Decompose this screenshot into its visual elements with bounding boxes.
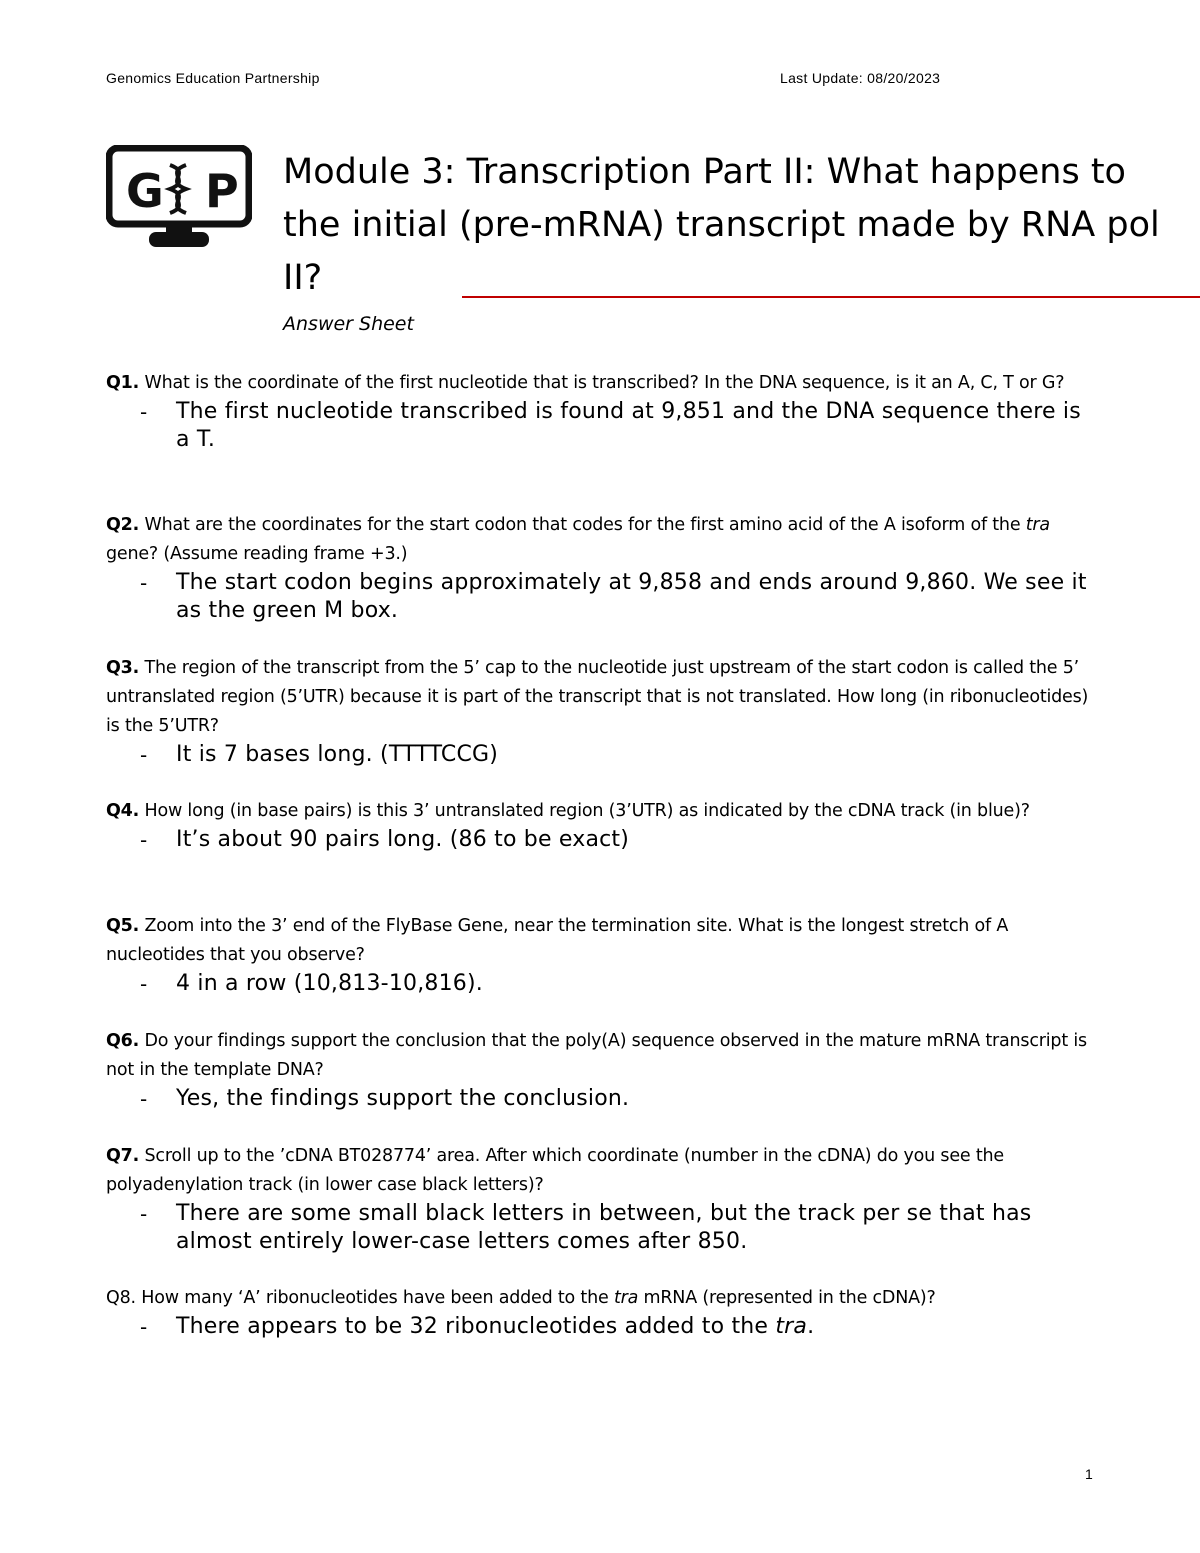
question-block-6	[106, 1027, 1096, 1113]
question-2: Q2. What are the coordinates for the start codon that codes for the first amino acid of the A isoform of the tra gene? (Assume reading frame +3.)	[106, 515, 1050, 564]
page-number: 1	[1085, 1466, 1093, 1482]
question-block-2	[106, 511, 1096, 625]
question-block-3	[106, 654, 1096, 769]
svg-text:G: G	[126, 164, 164, 218]
question-3: Q3. The region of the transcript from the 5’ cap to the nucleotide just upstream of the start codon is called the 5’ untranslated region (5’UTR) because it is part of the transcript that is not translated. How long (in ribonucleotides) is the 5’UTR?	[106, 658, 1089, 736]
answer-8: - There appears to be 32 ribonucleotides added to the tra.	[140, 1314, 815, 1339]
question-1: Q1. What is the coordinate of the first nucleotide that is transcribed? In the DNA sequence, is it an A, C, T or G?	[106, 373, 1065, 393]
answer-1: - The first nucleotide transcribed is found at 9,851 and the DNA sequence there is a T.	[140, 399, 1081, 452]
answer-4: - It’s about 90 pairs long. (86 to be exact)	[140, 827, 630, 852]
question-block-7	[106, 1142, 1096, 1256]
answer-7: - There are some small black letters in between, but the track per se that has almost entirely lower-case letters comes after 850.	[140, 1201, 1032, 1254]
svg-text:P: P	[205, 164, 239, 218]
page-title: Module 3: Transcription Part II: What happens to the initial (pre-mRNA) transcript made by RNA pol II?	[283, 152, 1160, 298]
header-right: Last Update: 08/20/2023	[780, 70, 941, 86]
question-block-8	[106, 1284, 1096, 1341]
title-underline	[462, 296, 1200, 298]
header-left: Genomics Education Partnership	[106, 70, 320, 86]
question-8: Q8. How many ‘A’ ribonucleotides have been added to the tra mRNA (represented in the cDNA)?	[106, 1288, 936, 1308]
question-6: Q6. Do your findings support the conclusion that the poly(A) sequence observed in the mature mRNA transcript is not in the template DNA?	[106, 1031, 1087, 1080]
question-7: Q7. Scroll up to the ’cDNA BT028774’ area. After which coordinate (number in the cDNA) do you see the polyadenylation track (in lower case black letters)?	[106, 1146, 1004, 1195]
answer-6: - Yes, the findings support the conclusion.	[140, 1086, 630, 1111]
question-4: Q4. How long (in base pairs) is this 3’ untranslated region (3’UTR) as indicated by the cDNA track (in blue)?	[106, 801, 1030, 821]
question-5: Q5. Zoom into the 3’ end of the FlyBase Gene, near the termination site. What is the longest stretch of A nucleotides that you observe?	[106, 916, 1009, 965]
question-block-4	[106, 797, 1096, 854]
question-block-5	[106, 912, 1096, 998]
answer-5: - 4 in a row (10,813-10,816).	[140, 971, 483, 996]
answer-3: - It is 7 bases long. (TTTTCCG)	[140, 742, 499, 767]
answer-2: - The start codon begins approximately at 9,858 and ends around 9,860. We see it as the green M box.	[140, 570, 1087, 623]
page-subtitle: Answer Sheet	[283, 313, 414, 335]
gep-logo-icon	[106, 145, 252, 249]
question-block-1	[106, 369, 1096, 454]
